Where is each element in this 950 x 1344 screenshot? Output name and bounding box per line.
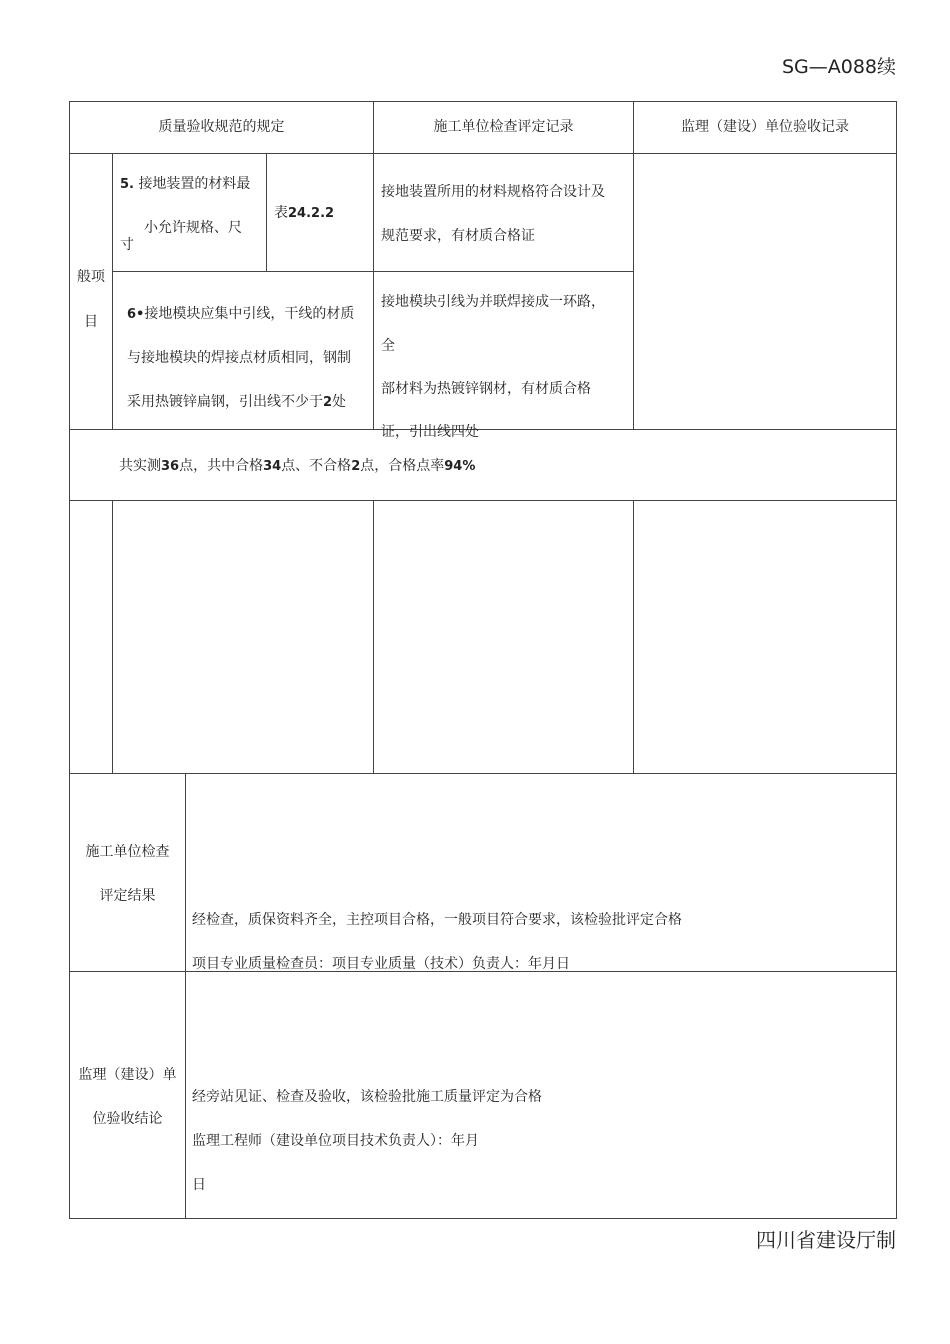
item6-record-line4: 证，引出线四处 xyxy=(381,424,479,440)
item5-text-line3: 寸 xyxy=(120,237,134,253)
category-label-line2: 目 xyxy=(84,314,98,330)
supervision-result-conclusion: 经旁站见证、检查及验收，该检验批施工质量评定为合格 xyxy=(192,1089,542,1105)
construction-signers-cell xyxy=(186,940,886,970)
summary-text: 共实测36点，共中合格34点、不合格2点，合格点率94% xyxy=(119,458,476,474)
supervision-result-signer: 监理工程师（建设单位项目技术负责人）：年月 xyxy=(192,1133,479,1149)
construction-result-label-line2: 评定结果 xyxy=(99,888,156,904)
header-col-construction: 施工单位检查评定记录 xyxy=(433,119,574,135)
item6-number: 6• xyxy=(127,307,145,322)
item6-record-line2: 全 xyxy=(381,338,395,354)
issuer-footer: 四川省建设厅制 xyxy=(756,1228,896,1252)
header-col-supervision: 监理（建设）单位验收记录 xyxy=(681,119,849,135)
item6-text-line1: 6•接地模块应集中引线，干线的材质 xyxy=(127,306,355,322)
item5-record-line2: 规范要求，有材质合格证 xyxy=(381,228,535,244)
supervision-result-day: 日 xyxy=(192,1177,206,1193)
item6-text-line2: 与接地模块的焊接点材质相同，钢制 xyxy=(127,350,351,366)
item5-reference: 表24.2.2 xyxy=(274,205,335,221)
header-col-spec: 质量验收规范的规定 xyxy=(158,119,285,135)
supervision-result-label-line2: 位验收结论 xyxy=(92,1111,163,1127)
item6-record-line3: 部材料为热镀锌钢材，有材质合格 xyxy=(381,381,591,397)
item5-text-line2: 小允许规格、尺 xyxy=(144,220,242,236)
item6-record-line1: 接地模块引线为并联焊接成一环路， xyxy=(381,294,605,310)
item6-text-line3: 采用热镀锌扁钢，引出线不少于2处 xyxy=(127,394,347,410)
form-code: SG—A088续 xyxy=(781,56,896,78)
item5-number: 5. xyxy=(120,177,134,192)
item6-spec-cell xyxy=(113,272,373,428)
supervision-result-label-line1: 监理（建设）单 xyxy=(78,1067,177,1083)
item6-record-cell xyxy=(374,272,633,440)
category-label-line1: 般项 xyxy=(77,269,105,285)
item5-text-line1: 5. 接地装置的材料最 xyxy=(120,176,251,192)
construction-result-label-line1: 施工单位检查 xyxy=(85,844,170,860)
construction-result-signers: 项目专业质量检查员：项目专业质量（技术）负责人：年月日 xyxy=(192,956,570,972)
construction-result-conclusion: 经检查，质保资料齐全，主控项目合格，一般项目符合要求，该检验批评定合格 xyxy=(192,912,682,928)
item5-record-line1: 接地装置所用的材料规格符合设计及 xyxy=(381,184,605,200)
